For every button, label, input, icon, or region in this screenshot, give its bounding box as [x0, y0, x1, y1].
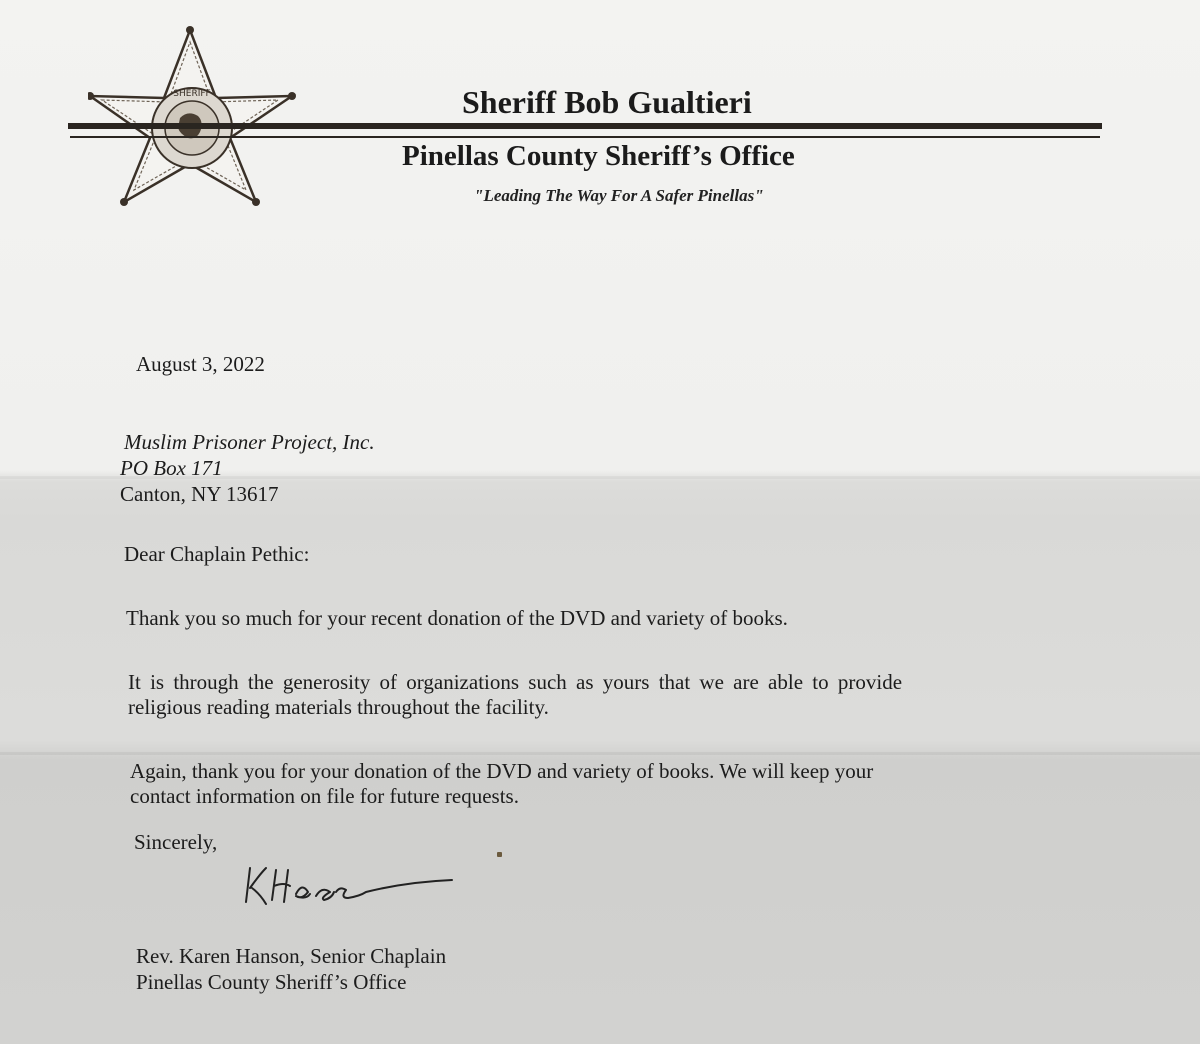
paper-speck	[497, 852, 502, 857]
paragraph-1: Thank you so much for your recent donation of the DVD and variety of books.	[126, 606, 788, 630]
paragraph-2-line-2: religious reading materials throughout the facility.	[128, 695, 549, 719]
closing: Sincerely,	[134, 830, 218, 854]
handwritten-signature	[238, 858, 458, 914]
recipient-city: Canton, NY 13617	[120, 482, 279, 506]
paragraph-3-line-1: Again, thank you for your donation of the DVD and variety of books. We will keep your	[130, 759, 874, 783]
letterhead-rule-thin	[70, 136, 1100, 138]
office-name: Pinellas County Sheriff’s Office	[402, 140, 795, 172]
sheriff-star-badge-icon	[88, 26, 298, 206]
paragraph-2-line-1: It is through the generosity of organizations such as yours that we are able to provide	[128, 670, 903, 694]
paragraph-3-line-2: contact information on file for future requests.	[130, 784, 519, 808]
signer-name: Rev. Karen Hanson, Senior Chaplain	[136, 944, 447, 968]
signer-office: Pinellas County Sheriff’s Office	[136, 970, 407, 994]
recipient-po-box: PO Box 171	[120, 456, 223, 480]
recipient-org: Muslim Prisoner Project, Inc.	[124, 430, 375, 454]
letter-date: August 3, 2022	[136, 352, 265, 376]
paper-fold	[0, 752, 1200, 755]
salutation: Dear Chaplain Pethic:	[124, 542, 310, 566]
office-motto: "Leading The Way For A Safer Pinellas"	[474, 186, 764, 205]
letterhead-rule-thick	[68, 123, 1102, 129]
sheriff-name: Sheriff Bob Gualtieri	[462, 84, 752, 120]
svg-text:SHERIFF: SHERIFF	[173, 89, 211, 99]
